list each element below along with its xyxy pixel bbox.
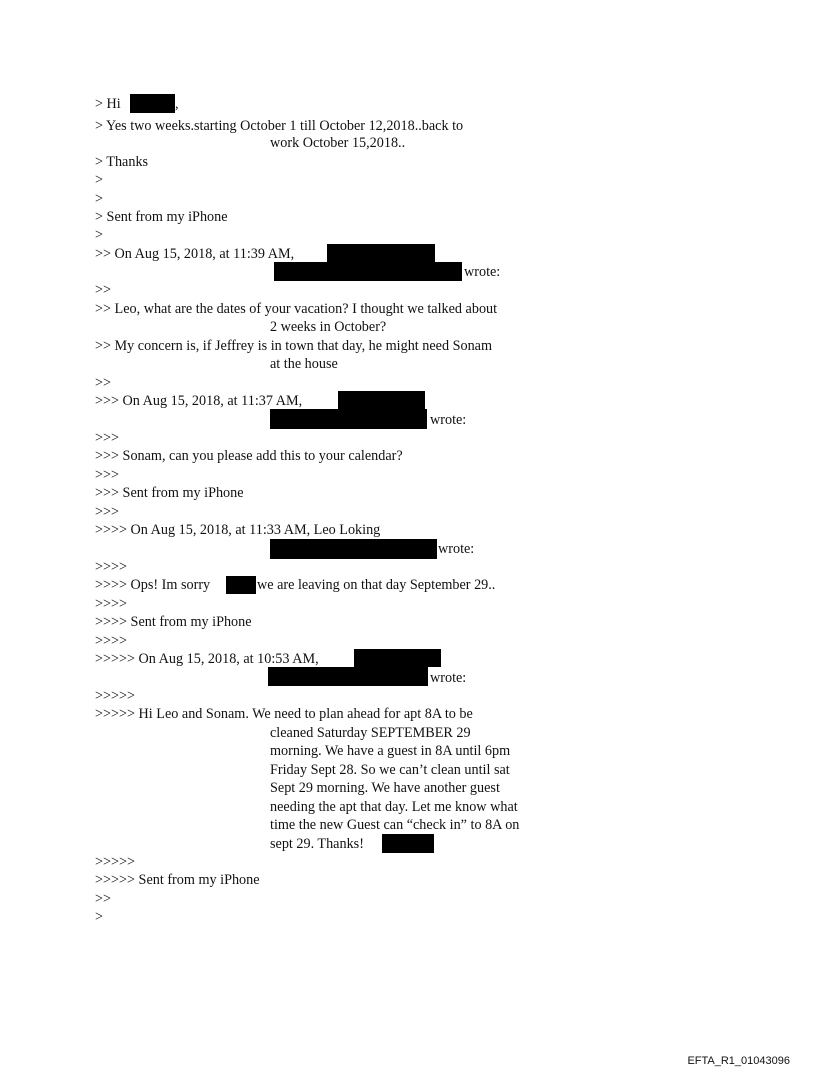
text-line: >>>> xyxy=(95,596,128,612)
redaction-box xyxy=(382,834,434,853)
redaction-box xyxy=(270,409,427,429)
text-line: >>>> xyxy=(95,559,128,575)
text-line: wrote: xyxy=(430,412,467,428)
text-line: >>>> Ops! Im sorry xyxy=(95,577,211,593)
redaction-box xyxy=(226,576,256,594)
text-line: we are leaving on that day September 29.. xyxy=(257,577,496,593)
redaction-box xyxy=(327,244,435,262)
text-line: > Thanks xyxy=(95,154,149,170)
text-line: wrote: xyxy=(464,264,501,280)
text-line: needing the apt that day. Let me know what xyxy=(270,799,518,815)
text-line: at the house xyxy=(270,356,338,372)
text-line: >>>>> Sent from my iPhone xyxy=(95,872,260,888)
text-line: > Yes two weeks.starting October 1 till October 12,2018..back to xyxy=(95,118,464,134)
text-line: > xyxy=(95,227,104,243)
text-line: >>>> Sent from my iPhone xyxy=(95,614,252,630)
text-line: >> xyxy=(95,891,112,907)
text-line: > xyxy=(95,909,104,925)
text-line: >>>> On Aug 15, 2018, at 11:33 AM, Leo Loking xyxy=(95,522,381,538)
redaction-box xyxy=(338,391,425,409)
text-line: >>>>> Hi Leo and Sonam. We need to plan ahead for apt 8A to be xyxy=(95,706,473,722)
text-line: >>>>> xyxy=(95,688,136,704)
text-line: time the new Guest can “check in” to 8A on xyxy=(270,817,520,833)
text-line: >>> On Aug 15, 2018, at 11:37 AM, xyxy=(95,393,303,409)
text-line: >>> Sent from my iPhone xyxy=(95,485,244,501)
text-line: >> xyxy=(95,282,112,298)
text-line: >>>> xyxy=(95,633,128,649)
text-line: morning. We have a guest in 8A until 6pm xyxy=(270,743,511,759)
text-line: 2 weeks in October? xyxy=(270,319,387,335)
text-line: cleaned Saturday SEPTEMBER 29 xyxy=(270,725,471,741)
text-line: > xyxy=(95,172,104,188)
document-id-footer: EFTA_R1_01043096 xyxy=(687,1055,790,1067)
text-line: > Sent from my iPhone xyxy=(95,209,228,225)
redaction-box xyxy=(274,262,462,281)
text-line: >> Leo, what are the dates of your vacation? I thought we talked about xyxy=(95,301,498,317)
text-line: > xyxy=(95,191,104,207)
text-line: >>> xyxy=(95,467,120,483)
text-line: > Hi xyxy=(95,96,121,112)
redaction-box xyxy=(268,667,428,686)
text-line: >> xyxy=(95,375,112,391)
redaction-box xyxy=(270,539,437,559)
text-line: wrote: xyxy=(438,541,475,557)
text-line: >>>>> On Aug 15, 2018, at 10:53 AM, xyxy=(95,651,319,667)
text-line: >> On Aug 15, 2018, at 11:39 AM, xyxy=(95,246,295,262)
text-line: sept 29. Thanks! xyxy=(270,836,364,852)
text-line: wrote: xyxy=(430,670,467,686)
text-line: >> My concern is, if Jeffrey is in town that day, he might need Sonam xyxy=(95,338,493,354)
text-line: >>>>> xyxy=(95,854,136,870)
text-line: >>> Sonam, can you please add this to your calendar? xyxy=(95,448,403,464)
text-line: Friday Sept 28. So we can’t clean until sat xyxy=(270,762,510,778)
text-line: >>> xyxy=(95,504,120,520)
text-line: Sept 29 morning. We have another guest xyxy=(270,780,500,796)
redaction-box xyxy=(130,94,175,113)
redaction-box xyxy=(354,649,441,667)
text-line: , xyxy=(175,96,179,112)
text-line: work October 15,2018.. xyxy=(270,135,406,151)
text-line: >>> xyxy=(95,430,120,446)
